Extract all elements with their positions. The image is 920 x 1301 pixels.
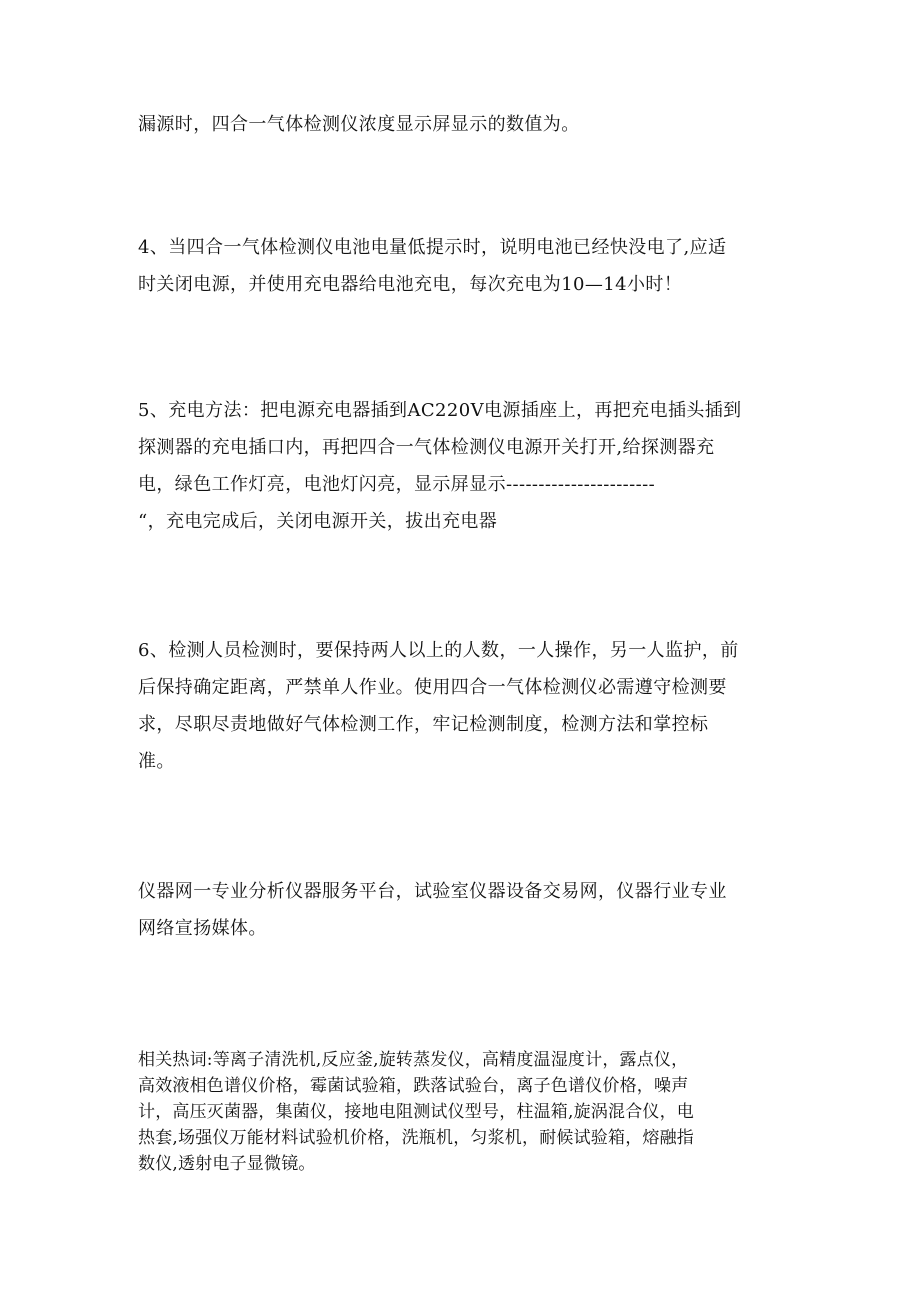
text-line: 求，尽职尽责地做好气体检测工作，牢记检测制度，检测方法和掌控标 [138,714,709,735]
text-line: 电，绿色工作灯亮，电池灯闪亮，显示屏显示----------------------- [138,474,656,495]
paragraph-site-description [138,873,788,947]
text-line: 仪器网一专业分析仪器服务平台，试验室仪器设备交易网，仪器行业专业 [138,881,727,902]
paragraph-item-6 [138,632,788,780]
paragraph-item-4 [138,229,788,303]
text-line: 准。 [138,751,175,772]
text-line: “，充电完成后，关闭电源开关，拔出充电器 [138,511,498,532]
text-line: 漏源时，四合一气体检测仪浓度显示屏显示的数值为。 [138,114,580,135]
text-line: 后保持确定距离，严禁单人作业。使用四合一气体检测仪必需遵守检测要 [138,677,727,698]
text-line: 探测器的充电插口内，再把四合一气体检测仪电源开关打开,给探测器充 [138,437,715,458]
text-line: 相关热词:等离子清洗机,反应釜,旋转蒸发仪，高精度温湿度计，露点仪， [138,1050,689,1070]
text-line: 4、当四合一气体检测仪电池电量低提示时，说明电池已经快没电了,应适 [138,237,727,258]
text-line: 计，高压灭菌器，集菌仪，接地电阻测试仪型号，柱温箱,旋涡混合仪，电 [138,1102,695,1122]
text-line: 5、充电方法：把电源充电器插到AC220V电源插座上，再把充电插头插到 [138,400,742,421]
text-line: 热套,场强仪万能材料试验机价格，洗瓶机，匀浆机，耐候试验箱，熔融指 [138,1128,695,1148]
text-line: 高效液相色谱仪价格，霉菌试验箱，跌落试验台，离子色谱仪价格，噪声 [138,1076,689,1096]
paragraph-leak-source [138,106,788,143]
text-line: 数仪,透射电子显微镜。 [138,1154,316,1174]
paragraph-related-keywords [138,1047,788,1177]
paragraph-item-5 [138,392,788,540]
text-line: 6、检测人员检测时，要保持两人以上的人数，一人操作，另一人监护，前 [138,640,739,661]
text-line: 时关闭电源，并使用充电器给电池充电，每次充电为10—14小时！ [138,274,683,295]
text-line: 网络宣扬媒体。 [138,918,267,939]
